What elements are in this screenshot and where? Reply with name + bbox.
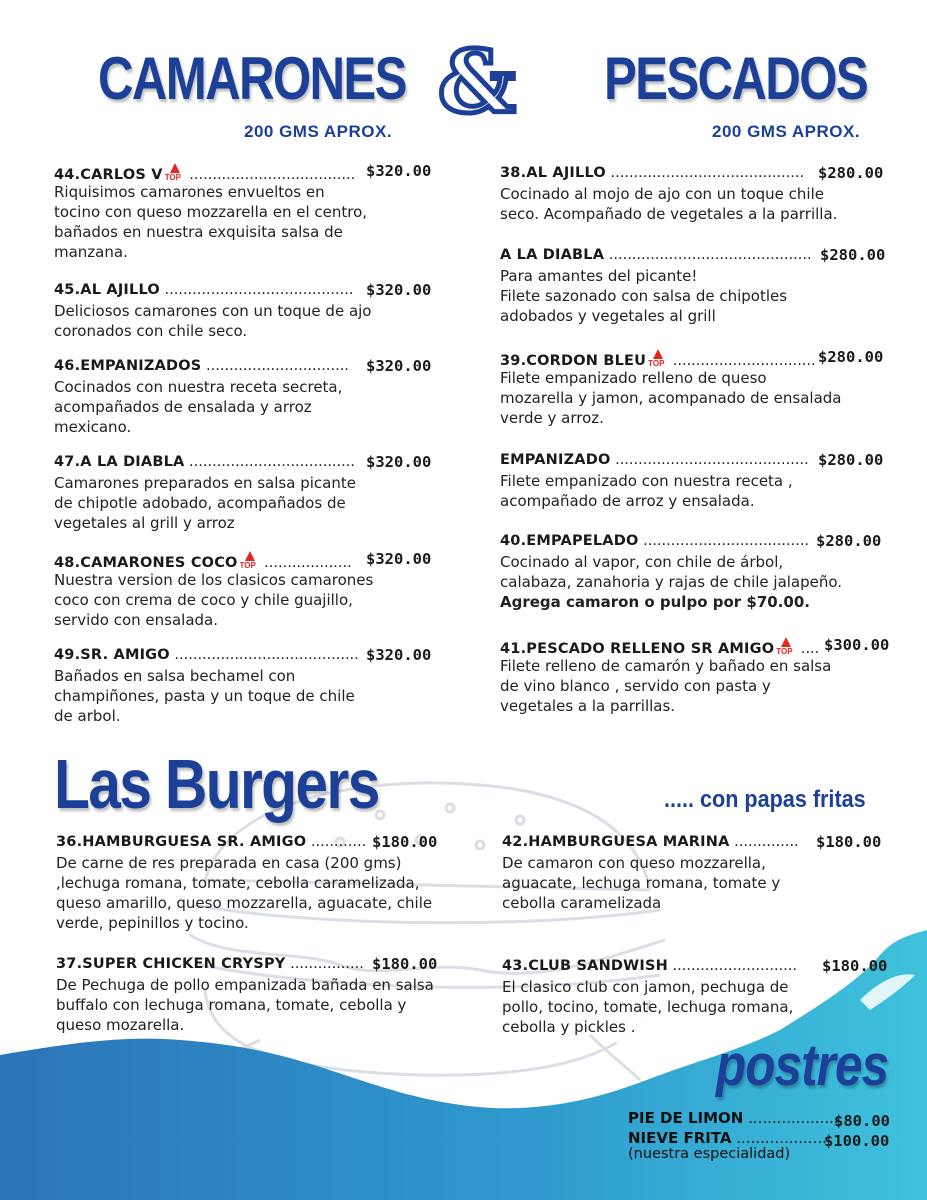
camarones-item-description: coco con crema de coco y chile guajillo,: [54, 591, 353, 609]
top-badge-label: TOP: [164, 173, 181, 182]
camarones-item-description: Bañados en salsa bechamel con: [54, 667, 296, 685]
burgers-item-name: 42.HAMBURGUESA MARINA: [502, 834, 730, 850]
camarones-item-description: champiñones, pasta y un toque de chile: [54, 687, 355, 705]
camarones-item-dots: .........................................: [159, 282, 354, 298]
camarones-item-name: 48.CAMARONES COCO: [54, 555, 238, 571]
camarones-item-description: de arbol.: [54, 707, 121, 725]
top-badge-icon: [240, 551, 258, 571]
burgers-item-title: [502, 958, 797, 974]
pescados-item-name: 41.PESCADO RELLENO SR AMIGO: [500, 641, 775, 657]
top-flame-icon: [781, 637, 791, 647]
camarones-item-description: Cocinados con nuestra receta secreta,: [54, 378, 343, 396]
top-badge-label: TOP: [776, 647, 793, 656]
pescados-item-price: $280.00: [816, 532, 882, 550]
camarones-portion-note: 200 GMS APROX.: [244, 122, 393, 141]
top-badge-icon: [776, 637, 794, 657]
pescados-portion-note: 200 GMS APROX.: [712, 122, 861, 141]
burgers-item-price: $180.00: [372, 955, 438, 973]
camarones-item-title: [54, 551, 352, 571]
postres-item-name: NIEVE FRITA: [628, 1129, 732, 1147]
camarones-item-description: Nuestra version de los clasicos camarones: [54, 571, 374, 589]
camarones-item-description: manzana.: [54, 243, 128, 261]
top-flame-icon: [170, 163, 180, 173]
camarones-item-price: $320.00: [366, 646, 432, 664]
postres-item-note: (nuestra especialidad): [628, 1146, 791, 1162]
postres-item-price: $100.00: [824, 1132, 890, 1150]
pescados-item-dots: ....: [796, 641, 820, 657]
top-badge-icon: [165, 163, 183, 183]
camarones-item-dots: ...................: [259, 555, 352, 571]
postres-item-title: [628, 1109, 839, 1127]
camarones-item-price: $320.00: [366, 453, 432, 471]
pescados-item-addon: Agrega camaron o pulpo por $70.00.: [500, 593, 810, 611]
section-title-pescados: PESCADOS: [604, 45, 868, 112]
burgers-item-name: 43.CLUB SANDWISH: [502, 958, 668, 974]
camarones-item-price: $320.00: [366, 550, 432, 568]
burgers-item-dots: ..............: [729, 834, 799, 850]
camarones-item-description: acompañados de ensalada y arroz: [54, 398, 312, 416]
burgers-item-dots: ............: [306, 834, 367, 850]
burgers-item-description: cebolla y pickles .: [502, 1018, 636, 1036]
pescados-item-description: adobados y vegetales al grill: [500, 307, 716, 325]
pescados-item-description: Cocinado al vapor, con chile de árbol,: [500, 553, 784, 571]
section-title-camarones: CAMARONES: [98, 45, 406, 112]
postres-item-dots: ...................: [731, 1129, 827, 1147]
burgers-item-price: $180.00: [372, 833, 438, 851]
burgers-item-description: aguacate, lechuga romana, tomate y: [502, 874, 781, 892]
section-title-postres: postres: [716, 1033, 889, 1098]
section-title-burgers: Las Burgers: [54, 745, 379, 823]
burgers-item-description: pollo, tocino, tomate, lechuga romana,: [502, 998, 794, 1016]
pescados-item-description: verde y arroz.: [500, 409, 604, 427]
camarones-item-title: [54, 647, 359, 663]
camarones-item-dots: ....................................: [184, 454, 355, 470]
pescados-item-price: $280.00: [818, 164, 884, 182]
camarones-item-description: Camarones preparados en salsa picante: [54, 474, 356, 492]
burgers-item-description: De Pechuga de pollo empanizada bañada en salsa: [56, 976, 434, 994]
camarones-item-name: 47.A LA DIABLA: [54, 454, 185, 470]
pescados-item-dots: ....................................: [638, 533, 810, 549]
camarones-item-title: [54, 358, 349, 374]
postres-item-name: PIE DE LIMON: [628, 1109, 744, 1127]
pescados-item-description: Para amantes del picante!: [500, 267, 698, 285]
pescados-item-description: Filete sazonado con salsa de chipotles: [500, 287, 788, 305]
burgers-item-name: 36.HAMBURGUESA SR. AMIGO: [56, 834, 307, 850]
camarones-item-dots: ...............................: [201, 358, 349, 374]
pescados-item-name: A LA DIABLA: [500, 247, 605, 263]
camarones-item-description: servido con ensalada.: [54, 611, 219, 629]
pescados-item-title: [500, 533, 809, 549]
top-flame-icon: [653, 349, 663, 359]
camarones-item-title: [54, 163, 355, 183]
camarones-item-price: $320.00: [366, 357, 432, 375]
camarones-item-description: mexicano.: [54, 418, 132, 436]
postres-item-title: [628, 1129, 827, 1147]
burgers-item-description: buffalo con lechuga romana, tomate, cebolla y: [56, 996, 407, 1014]
burgers-item-description: De carne de res preparada en casa (200 gms): [56, 854, 402, 872]
burgers-item-dots: ...........................: [667, 958, 797, 974]
pescados-item-name: 40.EMPAPELADO: [500, 533, 639, 549]
pescados-item-description: seco. Acompañado de vegetales a la parrilla.: [500, 205, 838, 223]
camarones-item-price: $320.00: [366, 162, 432, 180]
pescados-item-description: Filete empanizado relleno de queso: [500, 369, 767, 387]
camarones-item-description: Riquisimos camarones envueltos en: [54, 183, 325, 201]
postres-item-dots: ...................: [743, 1109, 839, 1127]
top-badge-icon: [648, 349, 666, 369]
top-badge-label: TOP: [648, 359, 665, 368]
pescados-item-dots: ...............................: [668, 353, 816, 369]
burgers-item-description: queso mozarella.: [56, 1016, 185, 1034]
pescados-item-name: 39.CORDON BLEU: [500, 353, 647, 369]
pescados-item-title: [500, 349, 816, 369]
burgers-item-name: 37.SUPER CHICKEN CRYSPY: [56, 956, 286, 972]
pescados-item-description: calabaza, zanahoria y rajas de chile jalapeño.: [500, 573, 843, 591]
burgers-item-title: [502, 834, 799, 850]
pescados-item-description: mozarella y jamon, acompanado de ensalada: [500, 389, 842, 407]
pescados-item-price: $280.00: [820, 246, 886, 264]
camarones-item-dots: ....................................: [184, 167, 356, 183]
postres-item-price: $80.00: [834, 1112, 890, 1130]
ampersand-symbol: &: [438, 32, 516, 133]
pescados-item-description: de vino blanco , servido con pasta y: [500, 677, 771, 695]
pescados-item-title: [500, 247, 812, 263]
burgers-item-title: [56, 956, 364, 972]
pescados-item-price: $280.00: [818, 348, 884, 366]
camarones-item-description: coronados con chile seco.: [54, 322, 248, 340]
burgers-item-price: $180.00: [822, 957, 888, 975]
pescados-item-description: vegetales a la parrillas.: [500, 697, 676, 715]
pescados-item-price: $280.00: [818, 451, 884, 469]
pescados-item-name: 38.AL AJILLO: [500, 165, 606, 181]
burgers-item-description: queso amarillo, queso mozzarella, aguacate, chile: [56, 894, 433, 912]
camarones-item-name: 45.AL AJILLO: [54, 282, 160, 298]
top-badge-label: TOP: [239, 561, 256, 570]
burgers-item-title: [56, 834, 366, 850]
camarones-item-description: de chipotle adobado, acompañados de: [54, 494, 346, 512]
pescados-item-price: $300.00: [824, 636, 890, 654]
camarones-item-title: [54, 454, 355, 470]
pescados-item-description: Cocinado al mojo de ajo con un toque chile: [500, 185, 824, 203]
pescados-item-description: acompañado de arroz y ensalada.: [500, 492, 755, 510]
camarones-item-description: Deliciosos camarones con un toque de ajo: [54, 302, 372, 320]
camarones-item-description: tocino con queso mozzarella en el centro,: [54, 203, 368, 221]
burgers-item-description: verde, pepinillos y tocino.: [56, 914, 249, 932]
camarones-item-description: bañados en nuestra exquisita salsa de: [54, 223, 343, 241]
pescados-item-name: EMPANIZADO: [500, 452, 611, 468]
pescados-item-title: [500, 637, 819, 657]
pescados-item-title: [500, 165, 804, 181]
top-flame-icon: [245, 551, 255, 561]
burgers-item-description: cebolla caramelizada: [502, 894, 662, 912]
camarones-item-title: [54, 282, 354, 298]
pescados-item-dots: ..........................................: [605, 165, 805, 181]
camarones-item-dots: ........................................: [169, 647, 359, 663]
burgers-item-description: El clasico club con jamon, pechuga de: [502, 978, 789, 996]
burgers-item-description: ,lechuga romana, tomate, cebolla caramelizada,: [56, 874, 420, 892]
pescados-item-description: Filete empanizado con nuestra receta ,: [500, 472, 793, 490]
pescados-item-dots: ............................................: [604, 247, 812, 263]
pescados-item-dots: ..........................................: [610, 452, 809, 468]
burgers-item-description: De camaron con queso mozzarella,: [502, 854, 766, 872]
camarones-item-description: vegetales al grill y arroz: [54, 514, 235, 532]
camarones-item-name: 44.CARLOS V: [54, 167, 163, 183]
burgers-subtitle: ..... con papas fritas: [664, 786, 866, 813]
burgers-item-price: $180.00: [816, 833, 882, 851]
camarones-item-name: 49.SR. AMIGO: [54, 647, 170, 663]
pescados-item-title: [500, 452, 809, 468]
pescados-item-description: Filete relleno de camarón y bañado en salsa: [500, 657, 832, 675]
camarones-item-name: 46.EMPANIZADOS: [54, 358, 202, 374]
camarones-item-price: $320.00: [366, 281, 432, 299]
burgers-item-dots: ................: [285, 956, 364, 972]
